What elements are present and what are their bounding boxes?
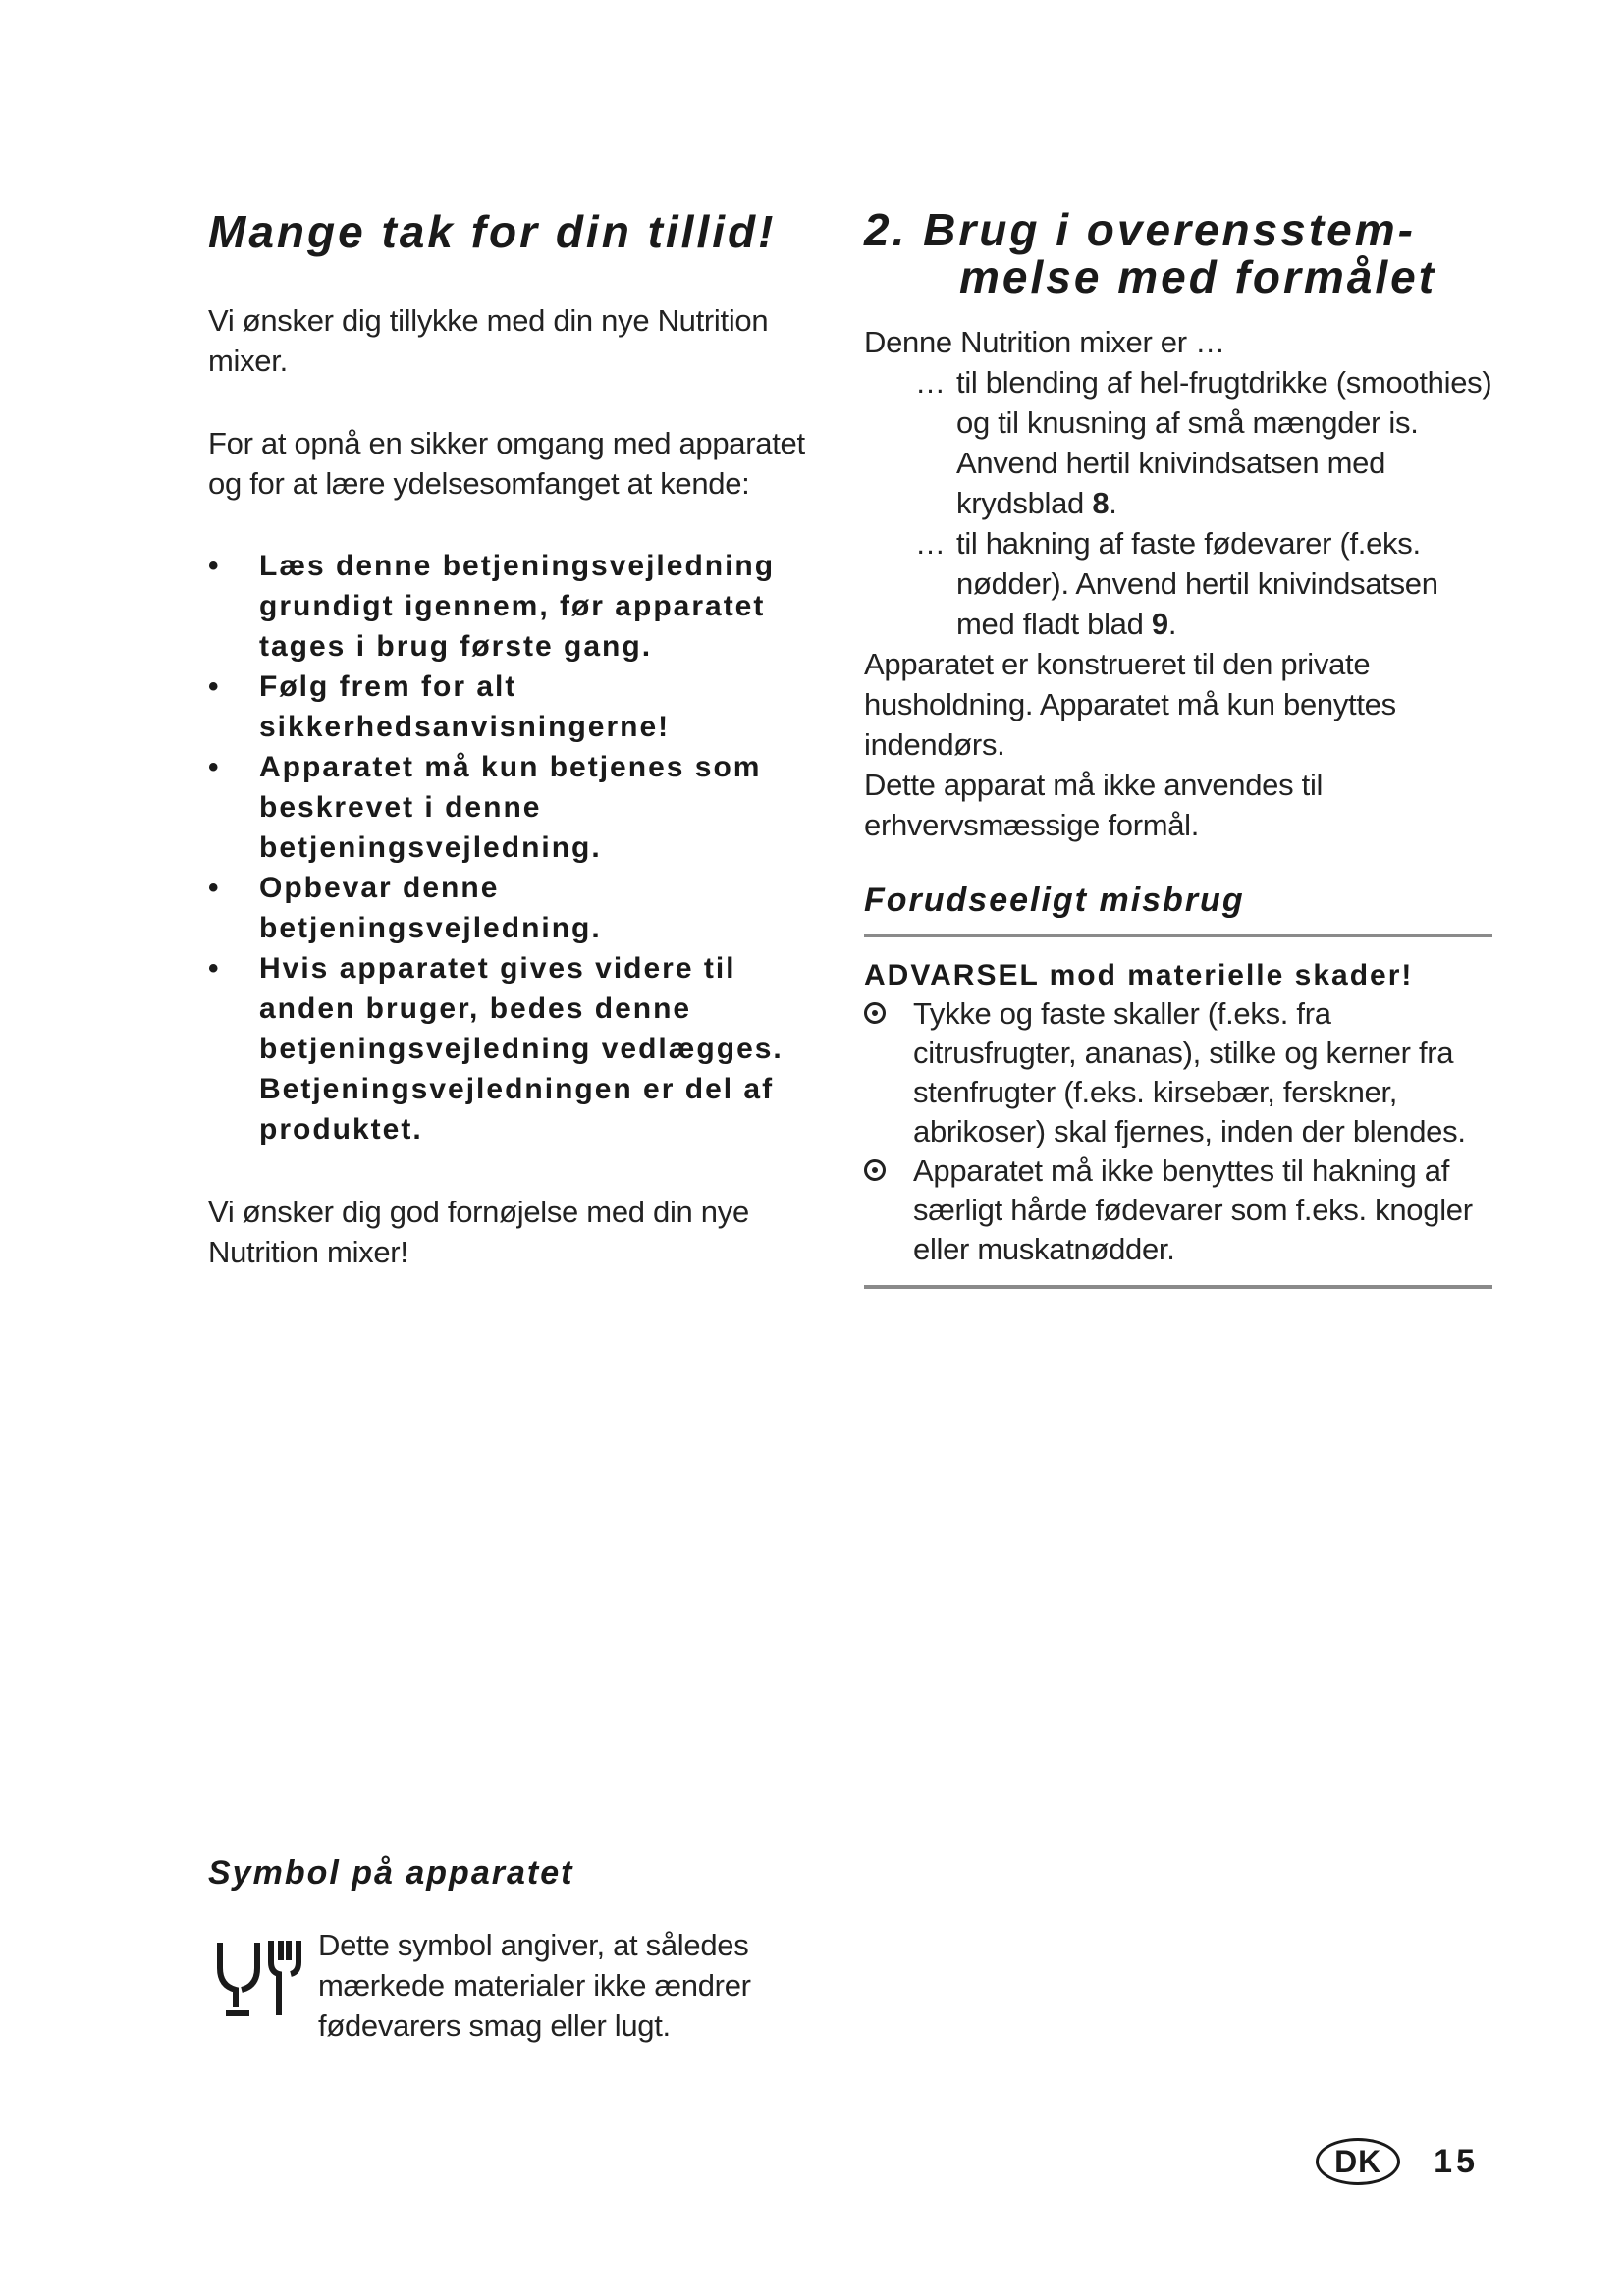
symbol-row bbox=[208, 1925, 856, 2046]
list-item-text: Læs denne betjeningsvejledning grundigt igennem, før apparatet tages i brug første gang. bbox=[259, 550, 776, 663]
usage-item bbox=[864, 362, 1492, 523]
divider bbox=[864, 934, 1492, 937]
usage-item-end: . bbox=[1167, 607, 1177, 641]
commercial-paragraph: Dette apparat må ikke anvendes til erhvervsmæssige formål. bbox=[864, 768, 1324, 842]
part-number: 9 bbox=[1151, 607, 1168, 641]
usage-intro: Denne Nutrition mixer er … bbox=[864, 325, 1225, 359]
page-footer bbox=[1316, 2138, 1479, 2185]
warning-title: ADVARSEL mod materielle skader! bbox=[864, 959, 1414, 991]
warning-item bbox=[864, 994, 1492, 1151]
list-item-text: Opbevar denne betjeningsvejledning. bbox=[259, 872, 602, 944]
page-title: Mange tak for din tillid! bbox=[208, 206, 777, 257]
symbol-section bbox=[208, 1851, 856, 2076]
list-item-text: Følg frem for alt sikkerhedsanvisningerne! bbox=[259, 670, 671, 743]
list-item bbox=[208, 868, 837, 948]
section-title bbox=[864, 206, 1492, 300]
list-item bbox=[208, 546, 837, 667]
right-column bbox=[864, 206, 1492, 1289]
bullet-icon: • bbox=[208, 872, 221, 904]
list-item bbox=[208, 667, 837, 747]
usage-item-text: til hakning af faste fødevarer (f.eks. nødder). Anvend hertil knivindsatsen med fladt blad bbox=[956, 526, 1438, 641]
symbol-description: Dette symbol angiver, at således mærkede materialer ikke ændrer fødevarers smag eller lugt. bbox=[318, 1928, 751, 2043]
bullet-circle-icon bbox=[864, 1002, 886, 1024]
usage-item-text: til blending af hel-frugtdrikke (smoothies) og til knusning af små mængder is. Anvend hertil knivindsatsen med krydsblad bbox=[956, 365, 1492, 520]
symbol-heading: Symbol på apparatet bbox=[208, 1854, 574, 1892]
usage-item-end: . bbox=[1109, 486, 1117, 520]
part-number: 8 bbox=[1092, 486, 1110, 520]
warning-text: Apparatet må ikke benyttes til hakning af særligt hårde fødevarer som f.eks. knogler eller muskatnødder. bbox=[913, 1153, 1473, 1266]
warning-text: Tykke og faste skaller (f.eks. fra citrusfrugter, ananas), stilke og kerner fra stenfrugter (f.eks. kirsebær, ferskner, abrikoser) skal fjernes, inden der blendes. bbox=[913, 996, 1466, 1148]
section-title-line-2: melse med formålet bbox=[959, 251, 1437, 302]
page-number: 15 bbox=[1434, 2142, 1479, 2180]
left-column bbox=[208, 206, 837, 1272]
list-item bbox=[208, 747, 837, 868]
bullet-icon: • bbox=[208, 550, 221, 582]
country-badge: DK bbox=[1316, 2138, 1400, 2185]
list-item bbox=[208, 948, 837, 1149]
section-title-line-1: 2. Brug i overensstem- bbox=[864, 204, 1416, 255]
intro-paragraph-2: For at opnå en sikker omgang med apparatet og for at lære ydelsesomfanget at kende: bbox=[208, 426, 805, 501]
warning-item bbox=[864, 1151, 1492, 1269]
list-item-text: Hvis apparatet gives videre til anden bruger, bedes denne betjeningsvejledning vedlægges. Betjeningsvejledningen er del af produktet. bbox=[259, 952, 784, 1146]
instructions-list bbox=[208, 546, 837, 1149]
misuse-heading: Forudseeligt misbrug bbox=[864, 881, 1245, 919]
household-paragraph: Apparatet er konstrueret til den private husholdning. Apparatet må kun benyttes indendørs. bbox=[864, 647, 1396, 762]
intro-paragraph-1: Vi ønsker dig tillykke med din nye Nutrition mixer. bbox=[208, 303, 769, 378]
bullet-icon: • bbox=[208, 952, 221, 985]
closing-paragraph: Vi ønsker dig god fornøjelse med din nye Nutrition mixer! bbox=[208, 1195, 749, 1269]
bullet-icon: • bbox=[208, 670, 221, 703]
glass-fork-icon bbox=[214, 1937, 302, 2019]
list-item-text: Apparatet må kun betjenes som beskrevet i denne betjeningsvejledning. bbox=[259, 751, 762, 864]
ellipsis-marker: … bbox=[915, 526, 946, 561]
divider bbox=[864, 1285, 1492, 1289]
usage-item bbox=[864, 523, 1492, 644]
bullet-icon: • bbox=[208, 751, 221, 783]
ellipsis-marker: … bbox=[915, 365, 946, 400]
bullet-circle-icon bbox=[864, 1159, 886, 1181]
